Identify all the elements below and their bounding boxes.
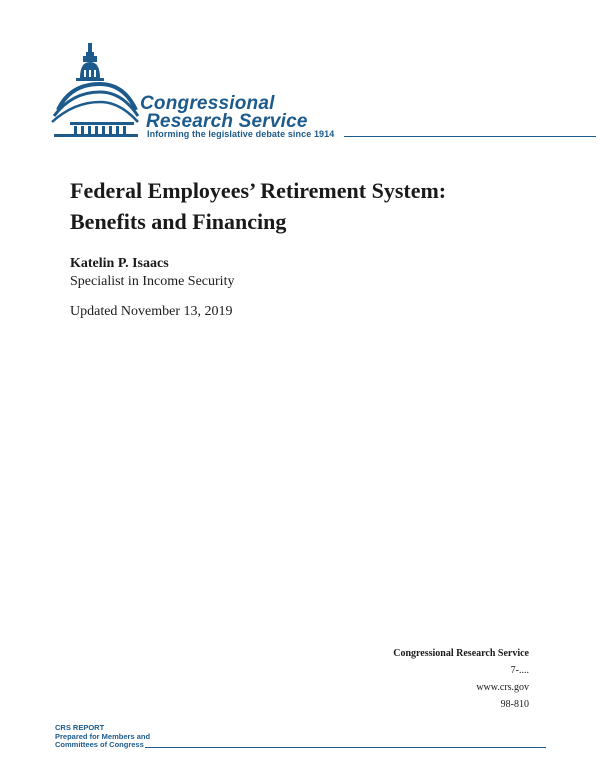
meta-organization: Congressional Research Service [393, 648, 529, 659]
report-title-line2: Benefits and Financing [70, 209, 287, 234]
meta-code: 7-.... [510, 665, 529, 676]
capitol-dome-icon [50, 40, 140, 140]
crs-logo [50, 40, 550, 150]
footer-rule [145, 747, 546, 748]
meta-website[interactable]: www.crs.gov [476, 682, 529, 693]
report-meta [393, 645, 529, 713]
brand-name-line2: Research Service [146, 111, 308, 132]
tagline-rule [344, 136, 596, 137]
brand-tagline: Informing the legislative debate since 1914 [147, 129, 335, 139]
updated-date: Updated November 13, 2019 [70, 304, 233, 319]
footer-label [55, 724, 150, 750]
author-title: Specialist in Income Security [70, 274, 235, 289]
footer-prepared-for: Prepared for Members and [55, 731, 151, 741]
footer-committees: Committees of Congress [55, 740, 144, 749]
footer-crs-report: CRS REPORT [55, 723, 105, 732]
report-title-line1: Federal Employees’ Retirement System: [70, 178, 447, 203]
report-title [70, 175, 540, 237]
brand-name-line1: Congressional [140, 93, 275, 114]
meta-report-number: 98-810 [500, 699, 529, 710]
author-name: Katelin P. Isaacs [70, 256, 169, 271]
